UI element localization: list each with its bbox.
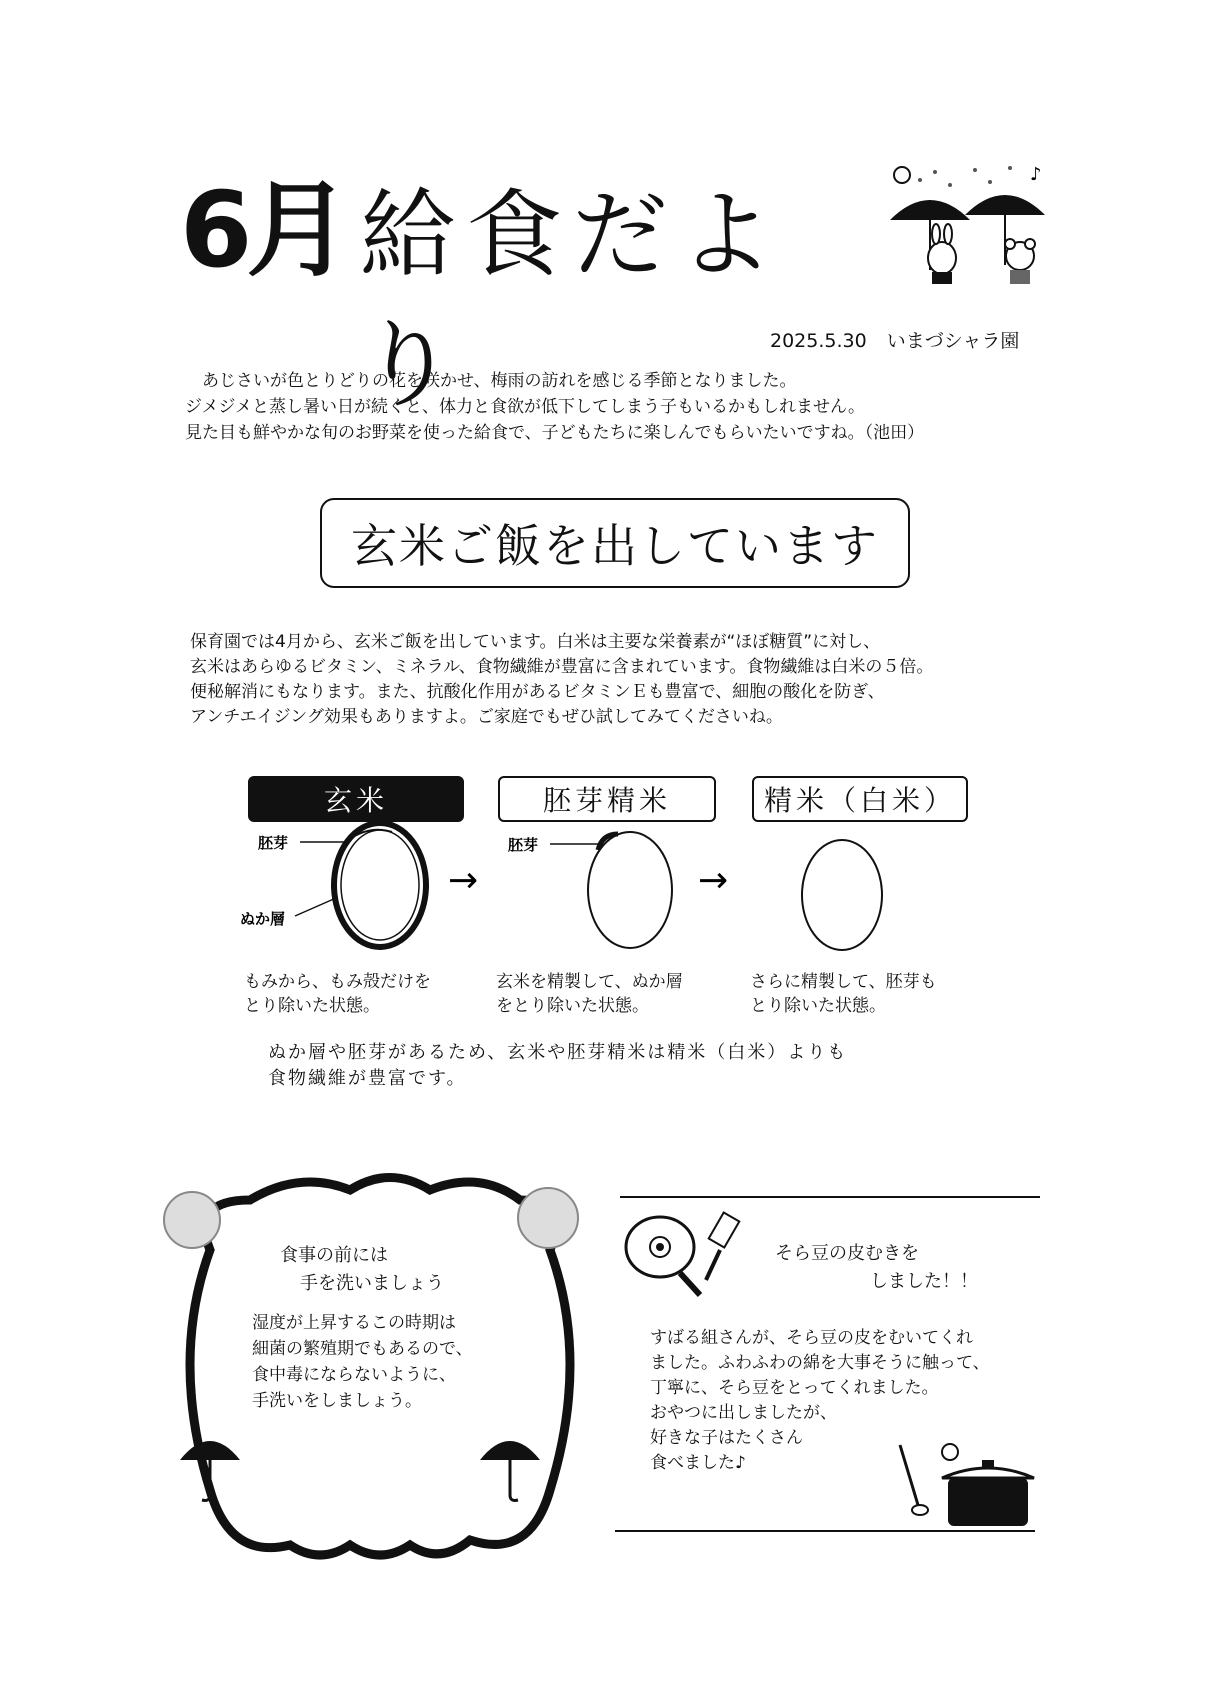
germ-rice-description: 玄米を精製して、ぬか層 をとり除いた状態。 [496, 972, 683, 1016]
white-rice-grain [802, 840, 882, 950]
umbrella-characters-icon [880, 160, 1050, 300]
label-bran-layer: ぬか層 [240, 910, 286, 928]
label-white-rice: 精米（白米） [752, 776, 968, 822]
frying-pan-icon [620, 1205, 750, 1300]
fava-body: すばる組さんが、そら豆の皮をむいてくれ ました。ふわふわの綿を大事そうに触って、 丁寧に、そら豆をとってくれました。 おやつに出しましたが、 好きな子はたくさん 食べました♪ [650, 1328, 990, 1473]
intro-line: 見た目も鮮やかな旬のお野菜を使った給食で、子どもたちに楽しんでもらいたいですね。（池田） [185, 423, 925, 443]
flower-icon [518, 1188, 578, 1248]
divider [615, 1530, 1035, 1532]
title-month: 6月 [180, 169, 345, 291]
brown-rice-paragraph [190, 630, 1090, 730]
handwash-title: 食事の前には 手を洗いましょう [280, 1245, 444, 1294]
brown-rice-line: アンチエイジング効果もありますよ。ご家庭でもぜひ試してみてくださいね。 [190, 707, 783, 727]
brown-rice-description: もみから、もみ殻だけを とり除いた状態。 [244, 972, 431, 1016]
label-brown-rice: 玄米 [248, 776, 464, 822]
label-germ: 胚芽 [508, 836, 539, 854]
flower-icon [164, 1192, 220, 1248]
fava-title: そら豆の皮むきを しました！！ [775, 1243, 978, 1292]
label-germ-rice: 胚芽精米 [498, 776, 716, 822]
section-heading: 玄米ご飯を出しています [320, 498, 910, 588]
arrow-icon: → [698, 860, 729, 901]
intro-paragraph [185, 368, 1085, 446]
label-germ: 胚芽 [258, 834, 289, 852]
intro-line: ジメジメと蒸し暑い日が続くと、体力と食欲が低下してしまう子もいるかもしれません。 [185, 397, 865, 417]
title-text: 給食だより [360, 179, 784, 421]
cooking-pot-icon [890, 1440, 1040, 1530]
intro-line: あじさいが色とりどりの花を咲かせ、梅雨の訪れを感じる季節となりました。 [202, 371, 797, 391]
white-rice-description: さらに精製して、胚芽も とり除いた状態。 [750, 972, 937, 1016]
arrow-icon: → [448, 860, 479, 901]
issue-date: 2025.5.30 [770, 330, 867, 352]
handwash-body: 湿度が上昇するこの時期は 細菌の繁殖期でもあるので、 食中毒にならないように、 手洗いをしましょう。 [252, 1313, 473, 1411]
brown-rice-line: 便秘解消にもなります。また、抗酸化作用があるビタミンＥも豊富で、細胞の酸化を防ぎ、 [190, 682, 885, 702]
svg-text:♪: ♪ [1030, 164, 1042, 185]
fiber-conclusion: ぬか層や胚芽があるため、玄米や胚芽精米は精米（白米）よりも 食物繊維が豊富です。 [268, 1042, 848, 1089]
brown-rice-line: 保育園では4月から、玄米ご飯を出しています。白米は主要な栄養素が“ほぼ糖質”に対し、 [190, 632, 881, 652]
divider [620, 1196, 1040, 1198]
issue-info [770, 326, 1033, 353]
brown-rice-line: 玄米はあらゆるビタミン、ミネラル、食物繊維が豊富に含まれています。食物繊維は白米の５倍。 [190, 657, 934, 677]
issuer-name: いまづシャラ園 [886, 330, 1020, 352]
rice-comparison-diagram [230, 820, 1010, 960]
